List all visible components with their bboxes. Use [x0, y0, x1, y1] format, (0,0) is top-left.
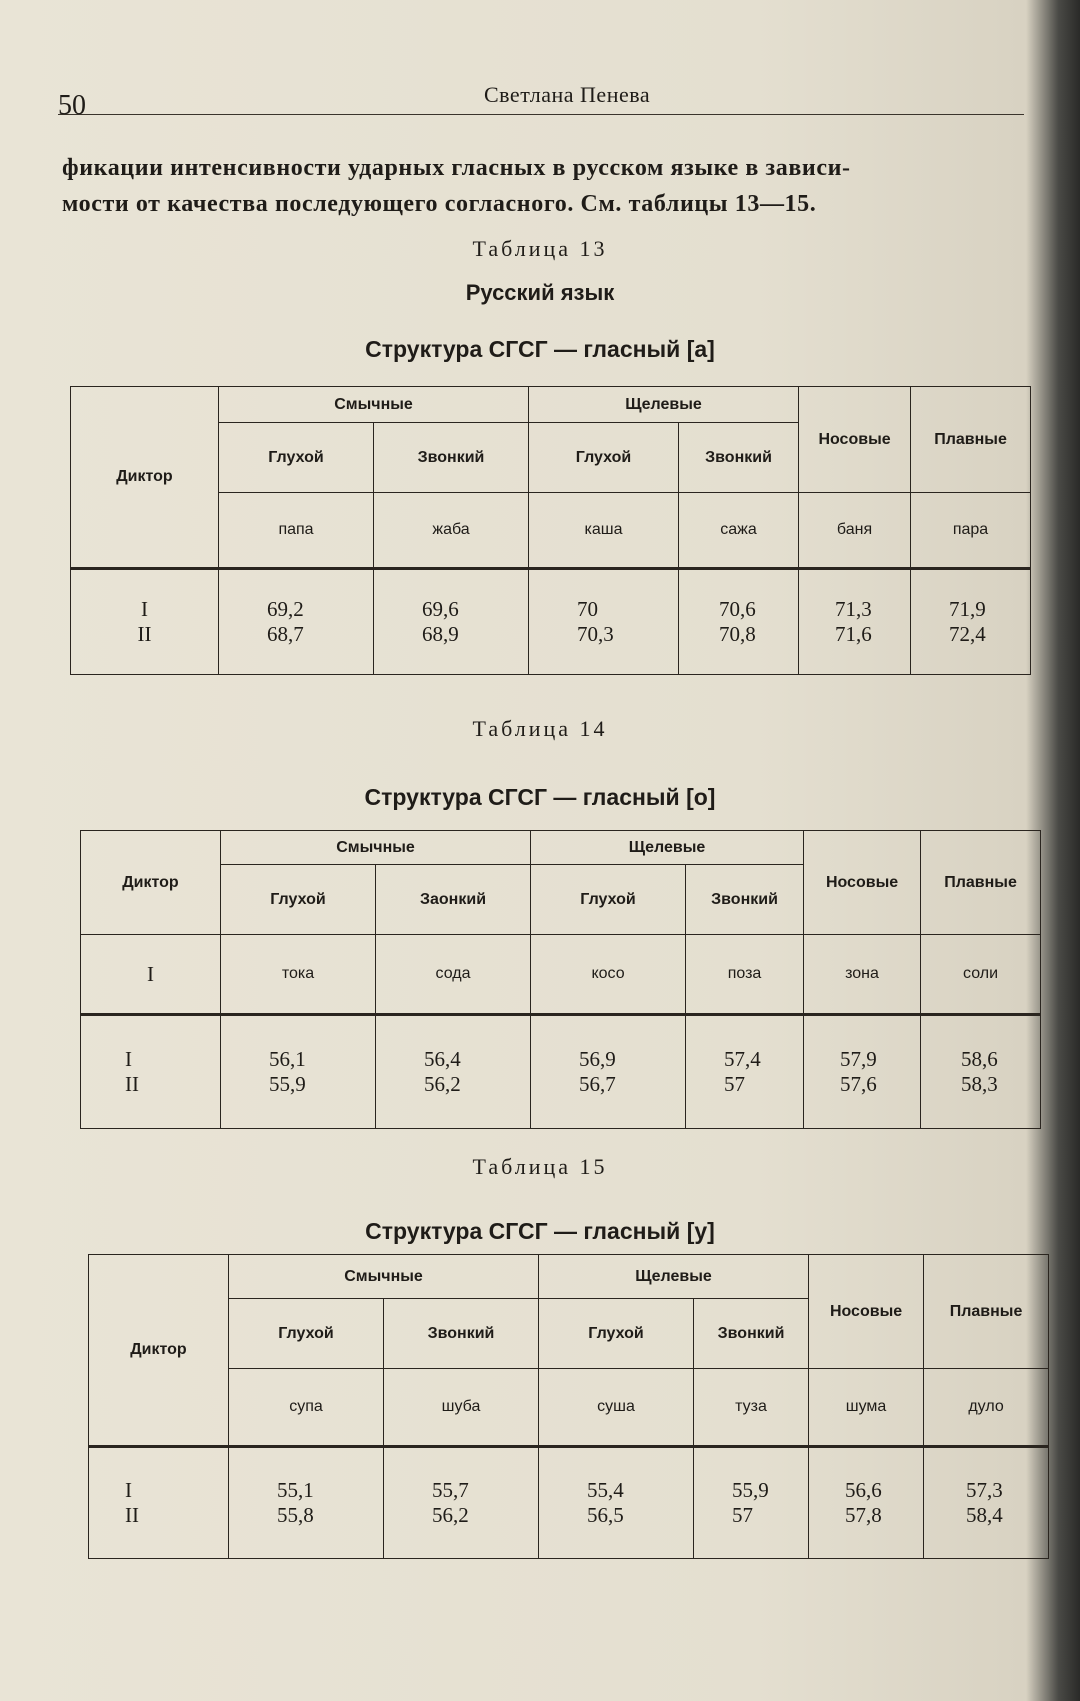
header-nasals: Носовые: [799, 387, 911, 493]
word-cell: каша: [529, 493, 679, 569]
value-cell: 58,6 58,3: [921, 1015, 1041, 1129]
paragraph-line: мости от качества последующего согласного. См. таблицы 13—15.: [62, 191, 817, 217]
value-cell: 56,6 57,8: [809, 1447, 924, 1559]
word-cell: шума: [809, 1369, 924, 1447]
header-stops: Смычные: [219, 387, 529, 423]
header-fricatives: Щелевые: [531, 831, 804, 865]
word-cell: жаба: [374, 493, 529, 569]
value-cell: 71,9 72,4: [911, 569, 1031, 675]
word-cell: дуло: [924, 1369, 1049, 1447]
header-stop-voiceless: Глухой: [219, 423, 374, 493]
speaker-cell: I II: [71, 569, 219, 675]
value-cell: 57,3 58,4: [924, 1447, 1049, 1559]
header-liquids: Плавные: [911, 387, 1031, 493]
value-cell: 71,3 71,6: [799, 569, 911, 675]
speaker-sub-cell: I: [81, 935, 221, 1015]
table-15-structure: Структура СГСГ — гласный [у]: [365, 1218, 715, 1244]
paragraph-line: фикации интенсивности ударных гласных в русском языке в зависи-: [62, 155, 851, 181]
table-15-caption: Таблица 15: [472, 1154, 608, 1179]
header-fric-voiced: Звонкий: [694, 1299, 809, 1369]
speaker-cell: I II: [81, 1015, 221, 1129]
word-cell: зона: [804, 935, 921, 1015]
word-cell: сода: [376, 935, 531, 1015]
value-cell: 70,6 70,8: [679, 569, 799, 675]
value-cell: 56,9 56,7: [531, 1015, 686, 1129]
table-15: [88, 1254, 1049, 1559]
header-nasals: Носовые: [809, 1255, 924, 1369]
table-13-language: Русский язык: [465, 280, 615, 305]
table-14-structure: Структура СГСГ — гласный [о]: [364, 784, 716, 810]
header-liquids: Плавные: [924, 1255, 1049, 1369]
page-number: 50: [58, 90, 86, 121]
header-fricatives: Щелевые: [539, 1255, 809, 1299]
header-nasals: Носовые: [804, 831, 921, 935]
table-13-caption: Таблица 13: [472, 236, 608, 261]
page-header: [58, 78, 1024, 121]
word-cell: косо: [531, 935, 686, 1015]
header-speaker: Диктор: [89, 1255, 229, 1447]
header-stop-voiced: Звонкий: [374, 423, 529, 493]
header-fric-voiceless: Глухой: [531, 865, 686, 935]
value-cell: 55,7 56,2: [384, 1447, 539, 1559]
table-13: [70, 386, 1031, 675]
word-cell: туза: [694, 1369, 809, 1447]
header-fric-voiceless: Глухой: [539, 1299, 694, 1369]
value-cell: 69,6 68,9: [374, 569, 529, 675]
header-fric-voiced: Звонкий: [679, 423, 799, 493]
header-fricatives: Щелевые: [529, 387, 799, 423]
word-cell: пара: [911, 493, 1031, 569]
table-14: [80, 830, 1041, 1129]
word-cell: баня: [799, 493, 911, 569]
value-cell: 55,4 56,5: [539, 1447, 694, 1559]
header-fric-voiceless: Глухой: [529, 423, 679, 493]
running-head-author: Светлана Пенева: [484, 82, 651, 107]
value-cell: 57,4 57: [686, 1015, 804, 1129]
word-cell: сажа: [679, 493, 799, 569]
value-cell: 55,9 57: [694, 1447, 809, 1559]
table-row: [71, 569, 1031, 675]
table-13-structure: Структура СГСГ — гласный [а]: [365, 336, 715, 362]
header-fric-voiced: Звонкий: [686, 865, 804, 935]
header-stops: Смычные: [229, 1255, 539, 1299]
word-cell: поза: [686, 935, 804, 1015]
word-cell: папа: [219, 493, 374, 569]
value-cell: 70 70,3: [529, 569, 679, 675]
value-cell: 69,2 68,7: [219, 569, 374, 675]
word-cell: соли: [921, 935, 1041, 1015]
word-cell: суша: [539, 1369, 694, 1447]
header-speaker: Диктор: [81, 831, 221, 935]
value-cell: 56,1 55,9: [221, 1015, 376, 1129]
value-cell: 55,1 55,8: [229, 1447, 384, 1559]
header-stop-voiced: Заонкий: [376, 865, 531, 935]
header-stop-voiceless: Глухой: [229, 1299, 384, 1369]
word-cell: шуба: [384, 1369, 539, 1447]
table-row: [89, 1447, 1049, 1559]
word-cell: супа: [229, 1369, 384, 1447]
header-stop-voiceless: Глухой: [221, 865, 376, 935]
header-liquids: Плавные: [921, 831, 1041, 935]
header-stops: Смычные: [221, 831, 531, 865]
value-cell: 56,4 56,2: [376, 1015, 531, 1129]
body-paragraph: [62, 150, 1028, 222]
value-cell: 57,9 57,6: [804, 1015, 921, 1129]
table-14-caption: Таблица 14: [472, 716, 608, 741]
word-cell: тока: [221, 935, 376, 1015]
speaker-cell: I II: [89, 1447, 229, 1559]
header-stop-voiced: Звонкий: [384, 1299, 539, 1369]
table-row: [81, 1015, 1041, 1129]
header-speaker: Диктор: [71, 387, 219, 569]
